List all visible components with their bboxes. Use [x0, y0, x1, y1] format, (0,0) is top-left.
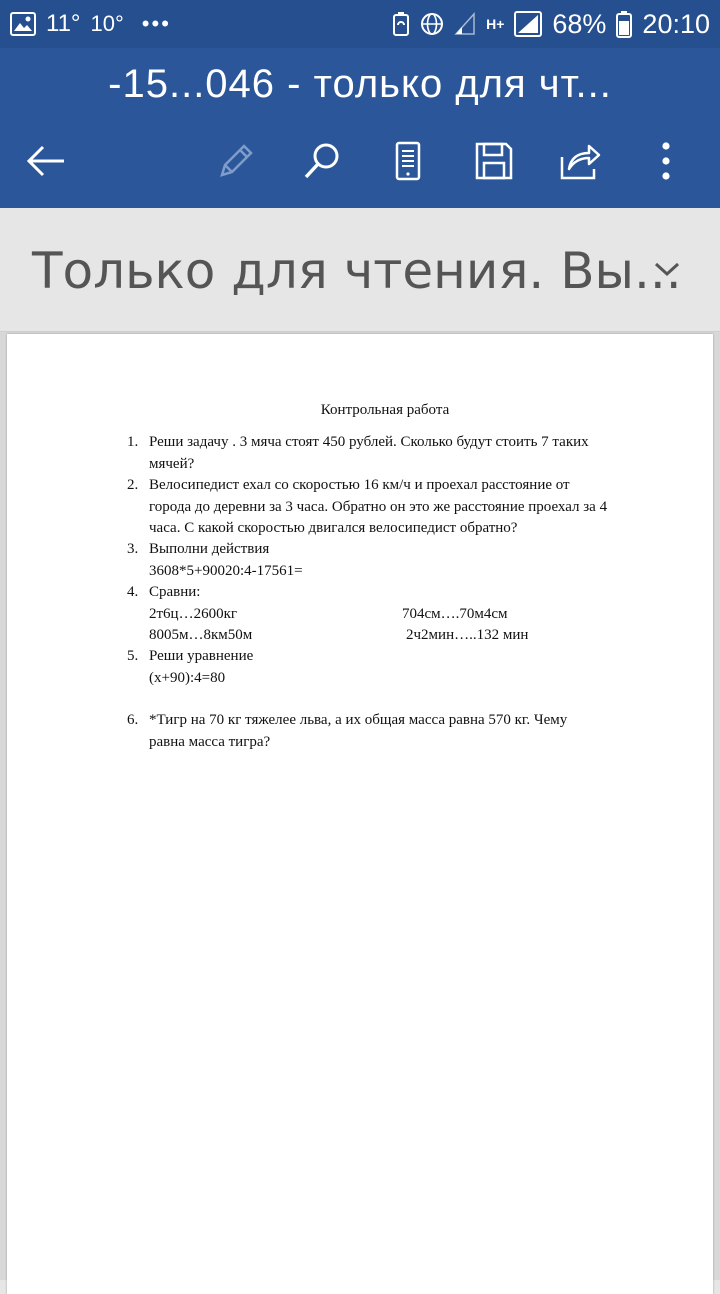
- more-options-button[interactable]: [636, 128, 696, 194]
- share-icon: [559, 141, 601, 181]
- list-item-number: 6.: [127, 712, 139, 728]
- read-only-message: Только для чтения. Вы...: [32, 242, 682, 300]
- clock: 20:10: [642, 9, 710, 39]
- list-item-text: мячей?: [149, 455, 195, 472]
- list-item-text: города до деревни за 3 часа. Обратно он это же расстояние проехал за 4: [149, 498, 608, 515]
- mobile-view-button[interactable]: [378, 128, 438, 194]
- arrow-left-icon: [26, 145, 66, 177]
- compare-right: 2ч2мин…..132 мин: [406, 627, 529, 643]
- compare-left: 2т6ц…2600кг: [149, 605, 238, 622]
- back-button[interactable]: [16, 128, 76, 194]
- list-item-text: Выполни действия: [149, 541, 270, 557]
- battery-icon: [616, 10, 632, 38]
- list-item-text: часа. С какой скоростью двигался велосипедист обратно?: [149, 520, 518, 536]
- mobile-view-icon: [393, 141, 423, 181]
- list-item-number: 2.: [127, 477, 139, 493]
- search-icon: [302, 141, 342, 181]
- weather-secondary-temperature: 10°: [90, 11, 124, 36]
- document-page: [7, 334, 713, 1294]
- more-notifications-dots: •••: [141, 11, 171, 36]
- document-title: -15...046 - только для чт...: [108, 62, 612, 106]
- floppy-disk-icon: [474, 141, 514, 181]
- vertical-dots-icon: [660, 141, 672, 181]
- app-bar: [0, 48, 720, 208]
- compare-left: 8005м…8км50м: [149, 627, 253, 643]
- list-item-text: Велосипедист ехал со скоростью 16 км/ч и проехал расстояние от: [149, 477, 570, 493]
- read-only-banner[interactable]: [0, 208, 720, 332]
- battery-saver-icon: [392, 11, 410, 37]
- network-type-label: H+: [486, 16, 505, 32]
- save-button[interactable]: [464, 128, 524, 194]
- document-viewport[interactable]: [0, 332, 720, 1280]
- pencil-icon: [216, 141, 256, 181]
- list-item-text: Сравни:: [149, 584, 201, 600]
- edit-button[interactable]: [206, 128, 266, 194]
- weather-temperature: 11°: [46, 10, 81, 37]
- list-item-number: 5.: [127, 648, 139, 664]
- list-item-number: 3.: [127, 541, 139, 557]
- list-item-number: 1.: [127, 434, 139, 450]
- gallery-notification-icon: [10, 12, 36, 36]
- battery-percentage: 68%: [552, 9, 607, 39]
- list-item-text: *Тигр на 70 кг тяжелее льва, а их общая масса равна 570 кг. Чему: [149, 712, 568, 728]
- list-item-text: 3608*5+90020:4-17561=: [149, 562, 303, 579]
- signal-weak-icon: [454, 12, 476, 36]
- list-item-text: Реши задачу . 3 мяча стоят 450 рублей. Сколько будут стоить 7 таких: [149, 434, 589, 450]
- status-bar: [0, 0, 720, 48]
- compare-right: 704см….70м4см: [402, 605, 508, 622]
- list-item-text: (х+90):4=80: [149, 669, 226, 686]
- list-item-number: 4.: [127, 584, 139, 600]
- chevron-down-icon[interactable]: [652, 254, 682, 284]
- share-button[interactable]: [550, 128, 610, 194]
- search-button[interactable]: [292, 128, 352, 194]
- list-item-text: равна масса тигра?: [149, 733, 271, 750]
- signal-strength-icon: [514, 11, 542, 37]
- doc-heading: Контрольная работа: [320, 402, 450, 418]
- list-item-text: Реши уравнение: [149, 648, 254, 664]
- globe-icon: [420, 12, 444, 36]
